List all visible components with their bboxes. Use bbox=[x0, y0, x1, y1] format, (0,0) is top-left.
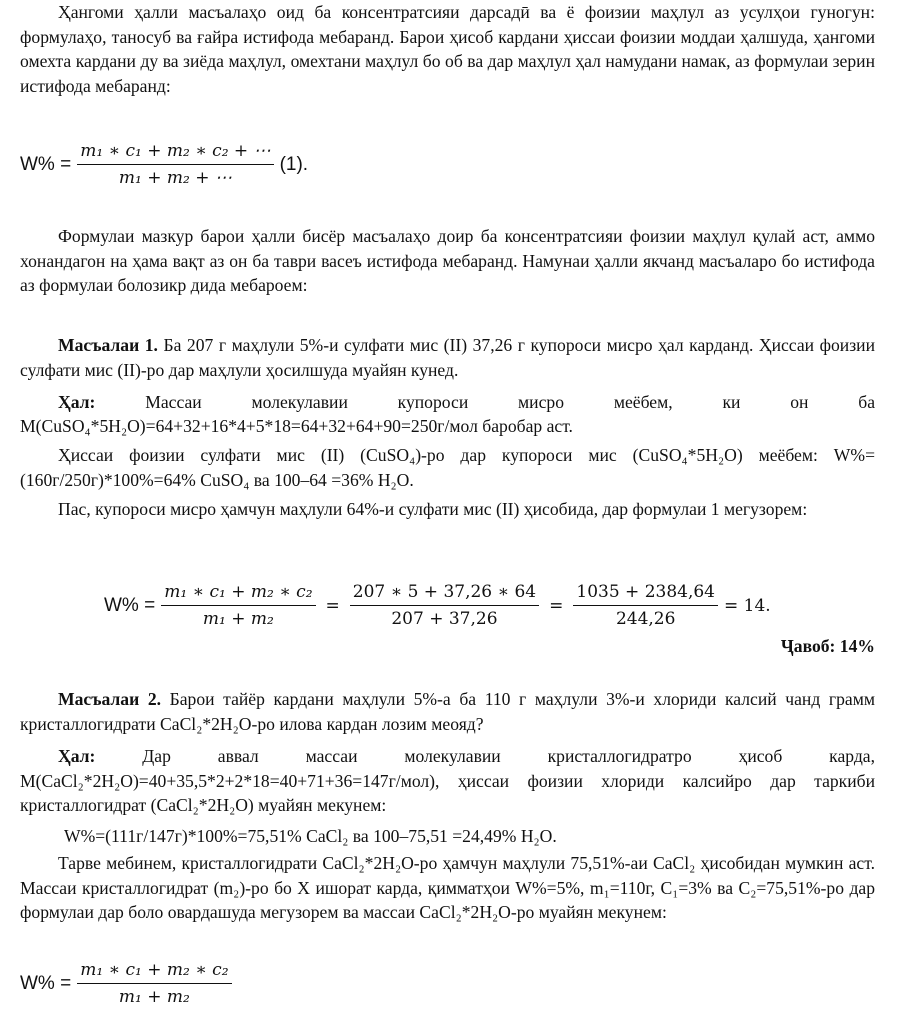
formula-2-fraction-3 bbox=[573, 582, 718, 629]
formula-3-denominator: m₁ + m₂ bbox=[118, 987, 190, 1007]
problem-2-title: Масъалаи 2. bbox=[58, 689, 162, 709]
formula-2-numerator-3: 1035 + 2384,64 bbox=[573, 582, 718, 606]
formula-3 bbox=[20, 960, 238, 1007]
problem-1-solution-line-2: M(CuSO₄*5H₂O)=64+32+16*4+5*18=64+32+64+90=250г/мол баробар аст. bbox=[20, 416, 573, 436]
formula-2-fraction-1 bbox=[161, 582, 315, 629]
problem-2-paragraph-d: Тарве мебинем, кристаллогидрати CaCl₂*2H₂O-ро ҳамчун маҳлули 75,51%-аи CaCl₂ ҳисобидан мумкин аст. Массаи кристаллогидрат (m₂)-ро бо X ишорат карда, қимматҳои W%=5%, m₁=110г, C₁=3% ва C₂=75,51%-ро дар формулаи дар боло овардашуда мегузорем ва массаи CaCl₂*2H₂O-ро муайян мекунем: bbox=[20, 853, 875, 923]
problem-1-solution-label: Ҳал: bbox=[58, 392, 96, 412]
problem-1-solution-line-1 bbox=[20, 390, 875, 415]
equals-sign: = bbox=[325, 595, 340, 616]
formula-1 bbox=[20, 141, 308, 188]
formula-3-lhs: W% = bbox=[20, 972, 72, 994]
formula-2 bbox=[104, 582, 771, 629]
formula-1-numerator: m₁ ∗ c₁ + m₂ ∗ c₂ + ⋯ bbox=[77, 141, 273, 165]
problem-1-paragraph-c: Пас, купороси мисро ҳамчун маҳлули 64%-и сулфати мис (II) ҳисобида, дар формулаи 1 мегузорем: bbox=[58, 499, 808, 519]
formula-3-numerator: m₁ ∗ c₁ + m₂ ∗ c₂ bbox=[77, 960, 231, 984]
problem-1-paragraph-b: Ҳиссаи фоизии сулфати мис (II) (CuSO₄)-ро дар купороси мис (CuSO₄*5H₂O) меёбем: W%=(160г/250г)*100%=64% CuSO₄ ва 100–64 =36% H₂O. bbox=[20, 445, 875, 490]
problem-1-text: Ба 207 г маҳлули 5%-и сулфати мис (II) 37,26 г купороси мисро ҳал карданд. Ҳиссаи фоизии сулфати мис (II)-ро дар маҳлули ҳосилшуда муайян кунед. bbox=[20, 335, 875, 380]
formula-3-fraction bbox=[77, 960, 231, 1007]
formula-2-denominator-2: 207 + 37,26 bbox=[391, 609, 498, 629]
formula-2-fraction-2 bbox=[350, 582, 539, 629]
problem-2-solution-text: Дар аввал массаи молекулавии кристаллогидратро ҳисоб карда, M(CaCl₂*2H₂O)=40+35,5*2+2*18=40+71+36=147г/мол), ҳиссаи фоизии хлориди калсийро дар таркиби кристаллогидрат (CaCl₂*2H₂O) муайян мекунем: bbox=[20, 746, 875, 816]
formula-2-denominator-1: m₁ + m₂ bbox=[202, 609, 274, 629]
problem-2-statement bbox=[20, 687, 875, 736]
problem-2-solution bbox=[20, 744, 875, 818]
formula-2-result: = 14. bbox=[724, 595, 771, 616]
problem-1-statement bbox=[20, 333, 875, 382]
problem-1-title: Масъалаи 1. bbox=[58, 335, 158, 355]
formula-1-lhs: W% = bbox=[20, 153, 72, 175]
formula-1-tag: (1). bbox=[279, 153, 309, 175]
formula-2-numerator-1: m₁ ∗ c₁ + m₂ ∗ c₂ bbox=[161, 582, 315, 606]
formula-2-denominator-3: 244,26 bbox=[615, 609, 676, 629]
formula-1-denominator: m₁ + m₂ + ⋯ bbox=[118, 168, 232, 188]
problem-2-text: Барои тайёр кардани маҳлули 5%-а ба 110 г маҳлули 3%-и хлориди калсий чанд грамм кристаллогидрати CaCl₂*2H₂O-ро илова кардан лозим меояд? bbox=[20, 689, 875, 734]
formula-2-lhs: W% = bbox=[104, 594, 156, 616]
formula-1-fraction bbox=[77, 141, 273, 188]
problem-2-solution-label: Ҳал: bbox=[58, 746, 96, 766]
paragraph-2: Формулаи мазкур барои ҳалли бисёр масъалаҳо доир ба консентратсияи фоизии маҳлул қулай аст, аммо хонандагон на ҳама вақт аз он ба таври васеъ истифода мебаранд. Намунаи ҳалли якчанд масъаларо бо истифода аз формулаи болозикр дида мебароем: bbox=[20, 226, 875, 296]
problem-2-calculation: W%=(111г/147г)*100%=75,51% CaCl₂ ва 100–75,51 =24,49% H₂O. bbox=[64, 826, 557, 846]
problem-1-solution-text: Массаи молекулавии купороси мисро меёбем, ки он ба bbox=[95, 392, 875, 412]
problem-1-answer: Ҷавоб: 14% bbox=[780, 636, 875, 656]
formula-2-numerator-2: 207 ∗ 5 + 37,26 ∗ 64 bbox=[350, 582, 539, 606]
intro-paragraph: Ҳангоми ҳалли масъалаҳо оид ба консентратсияи дарсадӣ ва ё фоизии маҳлул аз усулҳои гуногун: формулаҳо, таносуб ва ғайра истифода мебаранд. Барои ҳисоб кардани ҳиссаи фоизии моддаи ҳалшуда, ҳангоми омехта кардани ду ва зиёда маҳлул, омехтани маҳлул бо об ва дар маҳлул ҳал намудани намак, аз формулаи зерин истифода мебаранд: bbox=[20, 2, 875, 96]
equals-sign: = bbox=[549, 595, 564, 616]
